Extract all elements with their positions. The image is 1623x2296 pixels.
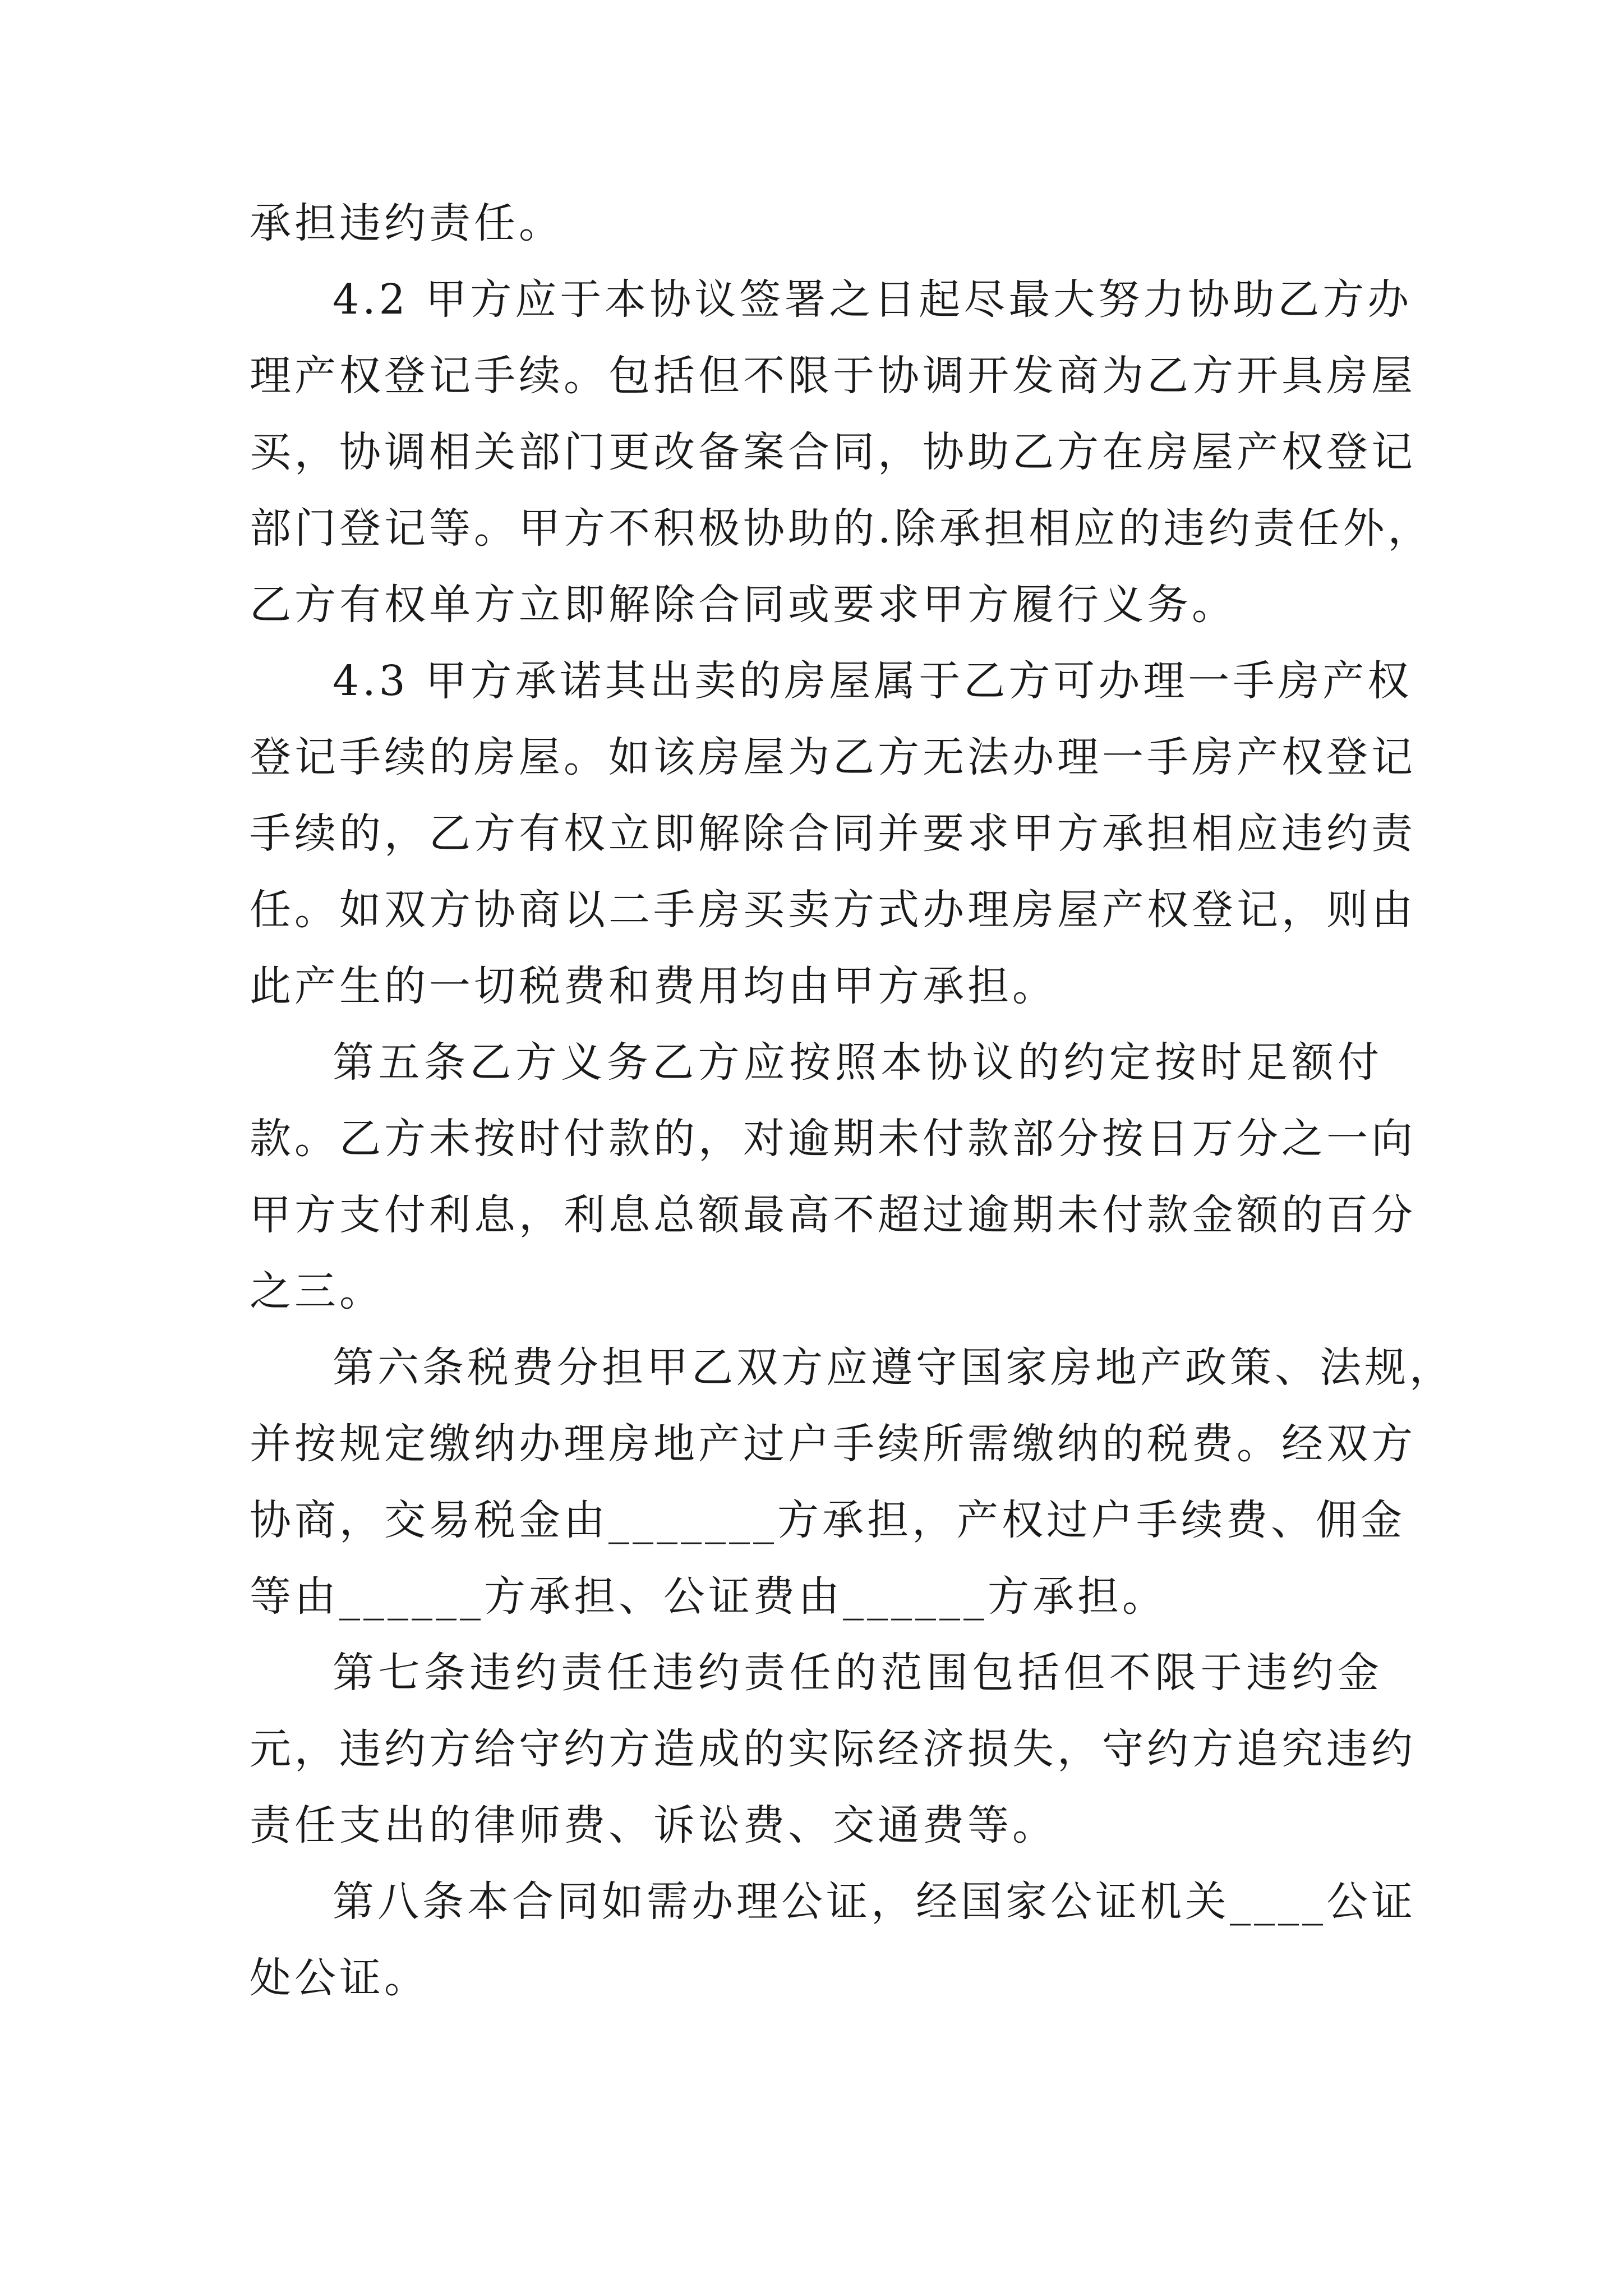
text-line: 第八条本合同如需办理公证，经国家公证机关____公证: [333, 1878, 1416, 1926]
text-line: 任。如双方协商以二手房买卖方式办理房屋产权登记，则由: [250, 886, 1416, 934]
paragraph-article-8: [250, 1864, 1416, 2016]
text-line: 4.2 甲方应于本协议签署之日起尽最大努力协助乙方办: [333, 275, 1413, 324]
text-line: 手续的，乙方有权立即解除合同并要求甲方承担相应违约责: [250, 809, 1416, 858]
text-line: 之三。: [250, 1267, 384, 1315]
text-line: 第七条违约责任违约责任的范围包括但不限于违约金: [333, 1649, 1382, 1697]
text-line: 登记手续的房屋。如该房屋为乙方无法办理一手房产权登记: [250, 733, 1416, 781]
document-body: [250, 185, 1454, 2016]
text-line: 理产权登记手续。包括但不限于协调开发商为乙方开具房屋: [250, 352, 1416, 400]
text-line: 此产生的一切税费和费用均由甲方承担。: [250, 962, 1057, 1010]
text-line: 处公证。: [250, 1954, 429, 2002]
text-line: 第五条乙方义务乙方应按照本协议的约定按时足额付: [333, 1038, 1382, 1087]
text-line: 买，协调相关部门更改备案合同，协助乙方在房屋产权登记: [250, 428, 1416, 476]
text-line: 甲方支付利息，利息总额最高不超过逾期未付款金额的百分: [250, 1191, 1416, 1239]
text-line: 第六条税费分担甲乙双方应遵守国家房地产政策、法规，: [333, 1343, 1454, 1392]
paragraph-article-6: [250, 1329, 1454, 1635]
paragraph-4-3: [250, 643, 1416, 1024]
text-line: 部门登记等。甲方不积极协助的.除承担相应的违约责任外，: [250, 504, 1433, 553]
text-line: 元，违约方给守约方造成的实际经济损失，守约方追究违约: [250, 1725, 1416, 1773]
text-line: 协商，交易税金由_______方承担，产权过户手续费、佣金: [250, 1496, 1405, 1544]
text-line: 承担违约责任。: [250, 199, 564, 247]
text-line: 责任支出的律师费、诉讼费、交通费等。: [250, 1801, 1057, 1849]
paragraph-article-7: [250, 1635, 1416, 1864]
text-line: 款。乙方未按时付款的，对逾期未付款部分按日万分之一向: [250, 1115, 1416, 1163]
text-line: 等由______方承担、公证费由______方承担。: [250, 1572, 1167, 1621]
paragraph-article-5: [250, 1024, 1416, 1329]
paragraph-breach-liability-tail: [250, 185, 1382, 261]
paragraph-4-2: [250, 261, 1433, 643]
text-line: 并按规定缴纳办理房地产过户手续所需缴纳的税费。经双方: [250, 1420, 1416, 1468]
text-line: 4.3 甲方承诺其出卖的房屋属于乙方可办理一手房产权: [333, 657, 1413, 705]
text-line: 乙方有权单方立即解除合同或要求甲方履行义务。: [250, 581, 1237, 629]
